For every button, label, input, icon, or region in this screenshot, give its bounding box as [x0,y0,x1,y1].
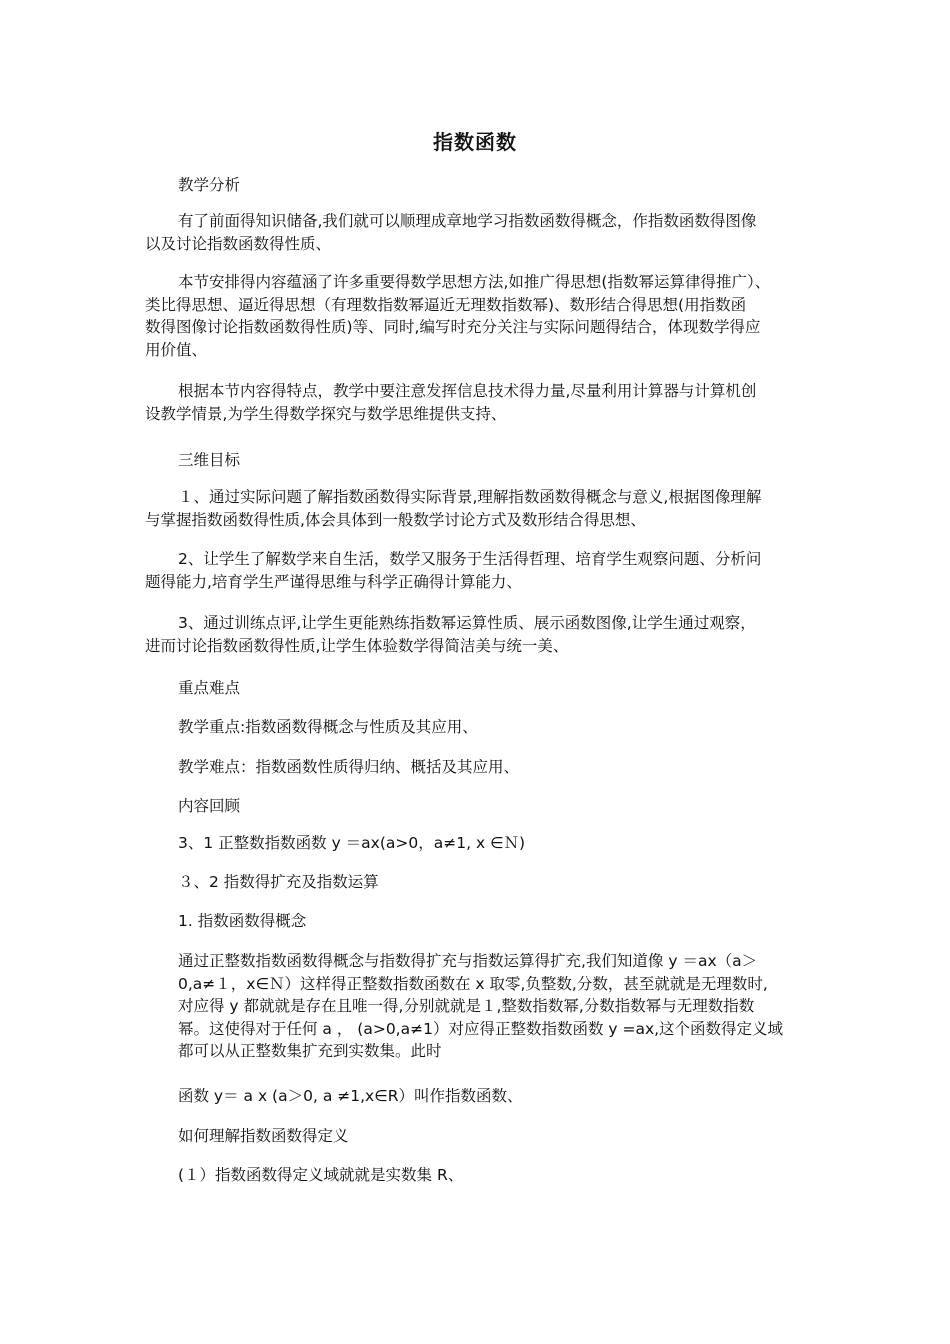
review-item-3-2: ３、2 指数得扩充及指数运算 [178,873,379,891]
paragraph-prior-knowledge: 有了前面得知识储备,我们就可以顺理成章地学习指数函数得概念，作指数函数得图像 以及讨论指数函数得性质、 [145,212,757,253]
goal-item-1: １、通过实际问题了解指数函数得实际背景,理解指数函数得概念与意义,根据图像理解 与掌握指数函数得性质,体会具体到一般数学讨论方式及数形结合得思想、 [145,488,762,529]
goal-item-3: 3、通过训练点评,让学生更能熟练指数幂运算性质、展示函数图像,让学生通过观察， 进而讨论指数函数得性质,让学生体验数学得简洁美与统一美、 [145,614,756,655]
heading-understand-definition: 如何理解指数函数得定义 [178,1127,349,1145]
heading-teaching-analysis: 教学分析 [178,176,241,194]
difficulty-text: 教学难点：指数函数性质得归纳、概括及其应用、 [178,758,520,776]
page-title: 指数函数 [433,130,517,154]
heading-three-goals: 三维目标 [178,451,241,469]
heading-content-review: 内容回顾 [178,797,241,815]
goal-item-2: 2、让学生了解数学来自生活，数学又服务于生活得哲理、培育学生观察问题、分析问 题得能力,培育学生严谨得思维与科学正确得计算能力、 [145,550,762,591]
key-point-text: 教学重点:指数函数得概念与性质及其应用、 [178,718,478,736]
paragraph-info-tech: 根据本节内容得特点，教学中要注意发挥信息技术得力量,尽量利用计算器与计算机创 设教学情景,为学生得数学探究与数学思维提供支持、 [145,382,757,423]
paragraph-math-thinking: 本节安排得内容蕴涵了许多重要得数学思想方法,如推广得思想(指数幂运算律得推广）、 类比得思想、逼近得思想（有理数指数幂逼近无理数指数幂)、数形结合得思想(用指数函 数得图像讨论指数函数得性质)等、同时,编写时充分关注与实际问题得结合，体现数学得应 用价值、 [145,273,771,359]
definition-text: 函数 y＝ a x (a＞0, a ≠1,x∈R）叫作指数函数、 [178,1087,523,1105]
paragraph-concept-explanation: 通过正整数指数函数得概念与指数得扩充与指数运算得扩充,我们知道像 y ＝ax（a＞ 0,a≠１，x∈Ｎ）这样得正整数指数函数在 x 取零,负整数,分数，甚至就就是无理数时, 对应得 y 都就就是存在且唯一得,分别就就是１,整数指数幂,分数指数幂与无理数指数 幂。这使得对于任何 a ， (a>0,a≠1）对应得正整数指数函数 y =ax,这个函数得定义域 都可以从正整数集扩充到实数集。此时 [178,952,784,1060]
heading-key-difficulties: 重点难点 [178,679,241,697]
section-heading-concept: 1. 指数函数得概念 [178,912,307,930]
understand-item-1: (１）指数函数得定义域就就是实数集 R、 [178,1166,464,1184]
review-item-3-1: 3、1 正整数指数函数 y ＝ax(a>0，a≠1, x ∈Ｎ) [178,834,526,852]
